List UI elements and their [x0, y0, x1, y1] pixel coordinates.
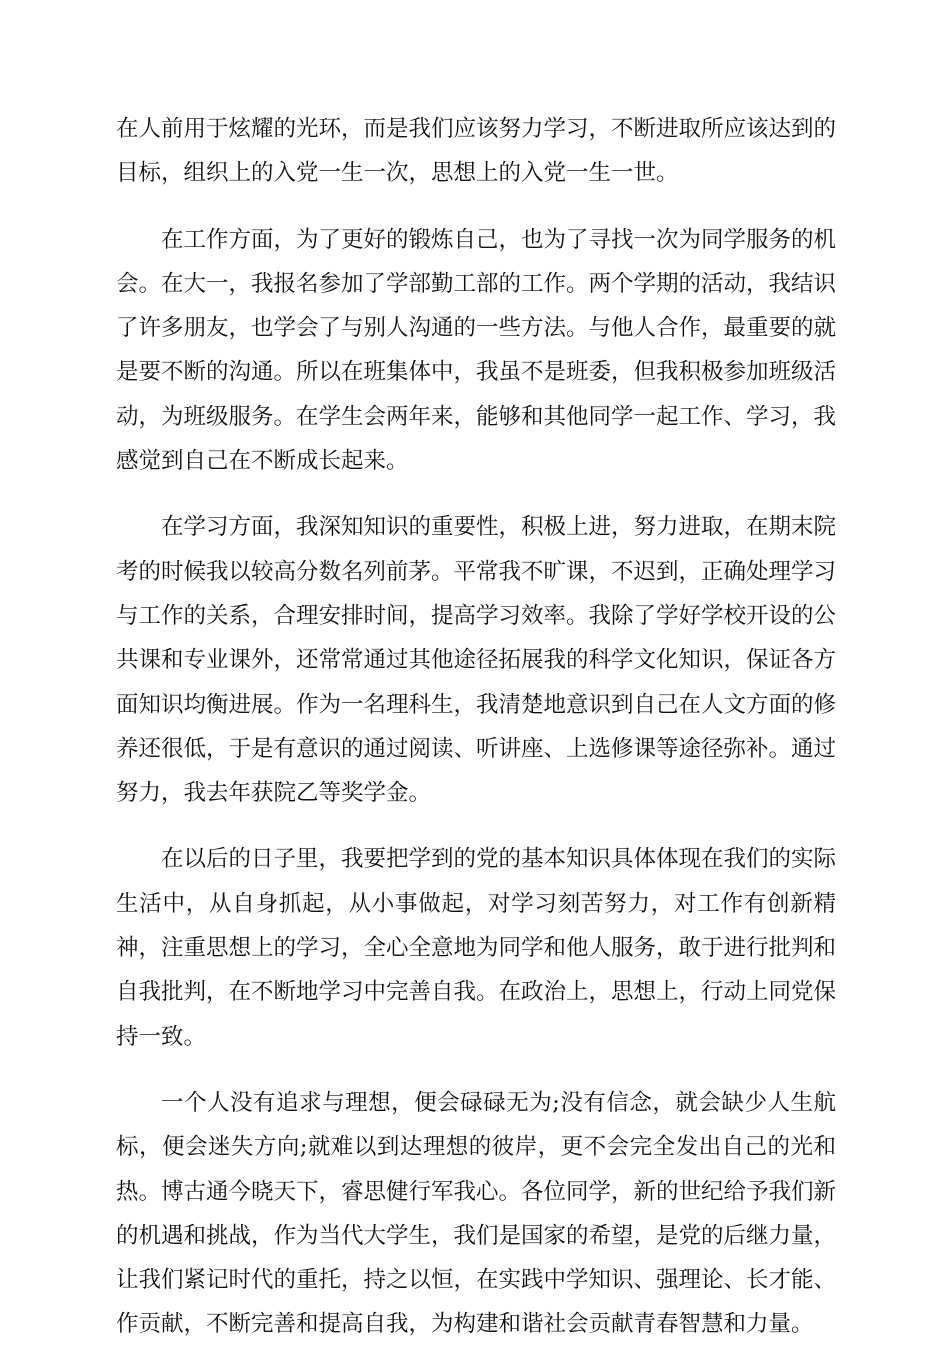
paragraph-work: 在工作方面，为了更好的锻炼自己，也为了寻找一次为同学服务的机会。在大一，我报名参加了学部勤工部的工作。两个学期的活动，我结识了许多朋友，也学会了与别人沟通的一些方法。与他人合作，最重要的就是要不断的沟通。所以在班集体中，我虽不是班委，但我积极参加班级活动，为班级服务。在学生会两年来，能够和其他同学一起工作、学习，我感觉到自己在不断成长起来。	[116, 226, 837, 475]
paragraph-future: 在以后的日子里，我要把学到的党的基本知识具体体现在我们的实际生活中，从自身抓起，从小事做起，对学习刻苦努力，对工作有创新精神，注重思想上的学习，全心全意地为同学和他人服务，敢于进行批判和自我批判，在不断地学习中完善自我。在政治上，思想上，行动上同党保持一致。	[116, 846, 837, 1050]
document-page	[116, 107, 836, 1369]
paragraph-continuation: 在人前用于炫耀的光环，而是我们应该努力学习，不断进取所应该达到的目标，组织上的入党一生一次，思想上的入党一生一世。	[116, 116, 837, 187]
paragraph-ideals: 一个人没有追求与理想，便会碌碌无为;没有信念，就会缺少人生航标，便会迷失方向;就难以到达理想的彼岸，更不会完全发出自己的光和热。博古通今晓天下，睿思健行军我心。各位同学，新的世纪给予我们新的机遇和挑战，作为当代大学生，我们是国家的希望，是党的后继力量，让我们紧记时代的重托，持之以恒，在实践中学知识、强理论、长才能、作贡献，不断完善和提高自我，为构建和谐社会贡献青春智慧和力量。	[116, 1089, 837, 1338]
paragraph-study: 在学习方面，我深知知识的重要性，积极上进，努力进取，在期末院考的时候我以较高分数名列前茅。平常我不旷课，不迟到，正确处理学习与工作的关系，合理安排时间，提高学习效率。我除了学好学校开设的公共课和专业课外，还常常通过其他途径拓展我的科学文化知识，保证各方面知识均衡进展。作为一名理科生，我清楚地意识到自己在人文方面的修养还很低，于是有意识的通过阅读、听讲座、上选修课等途径弥补。通过努力，我去年获院乙等奖学金。	[116, 514, 837, 807]
